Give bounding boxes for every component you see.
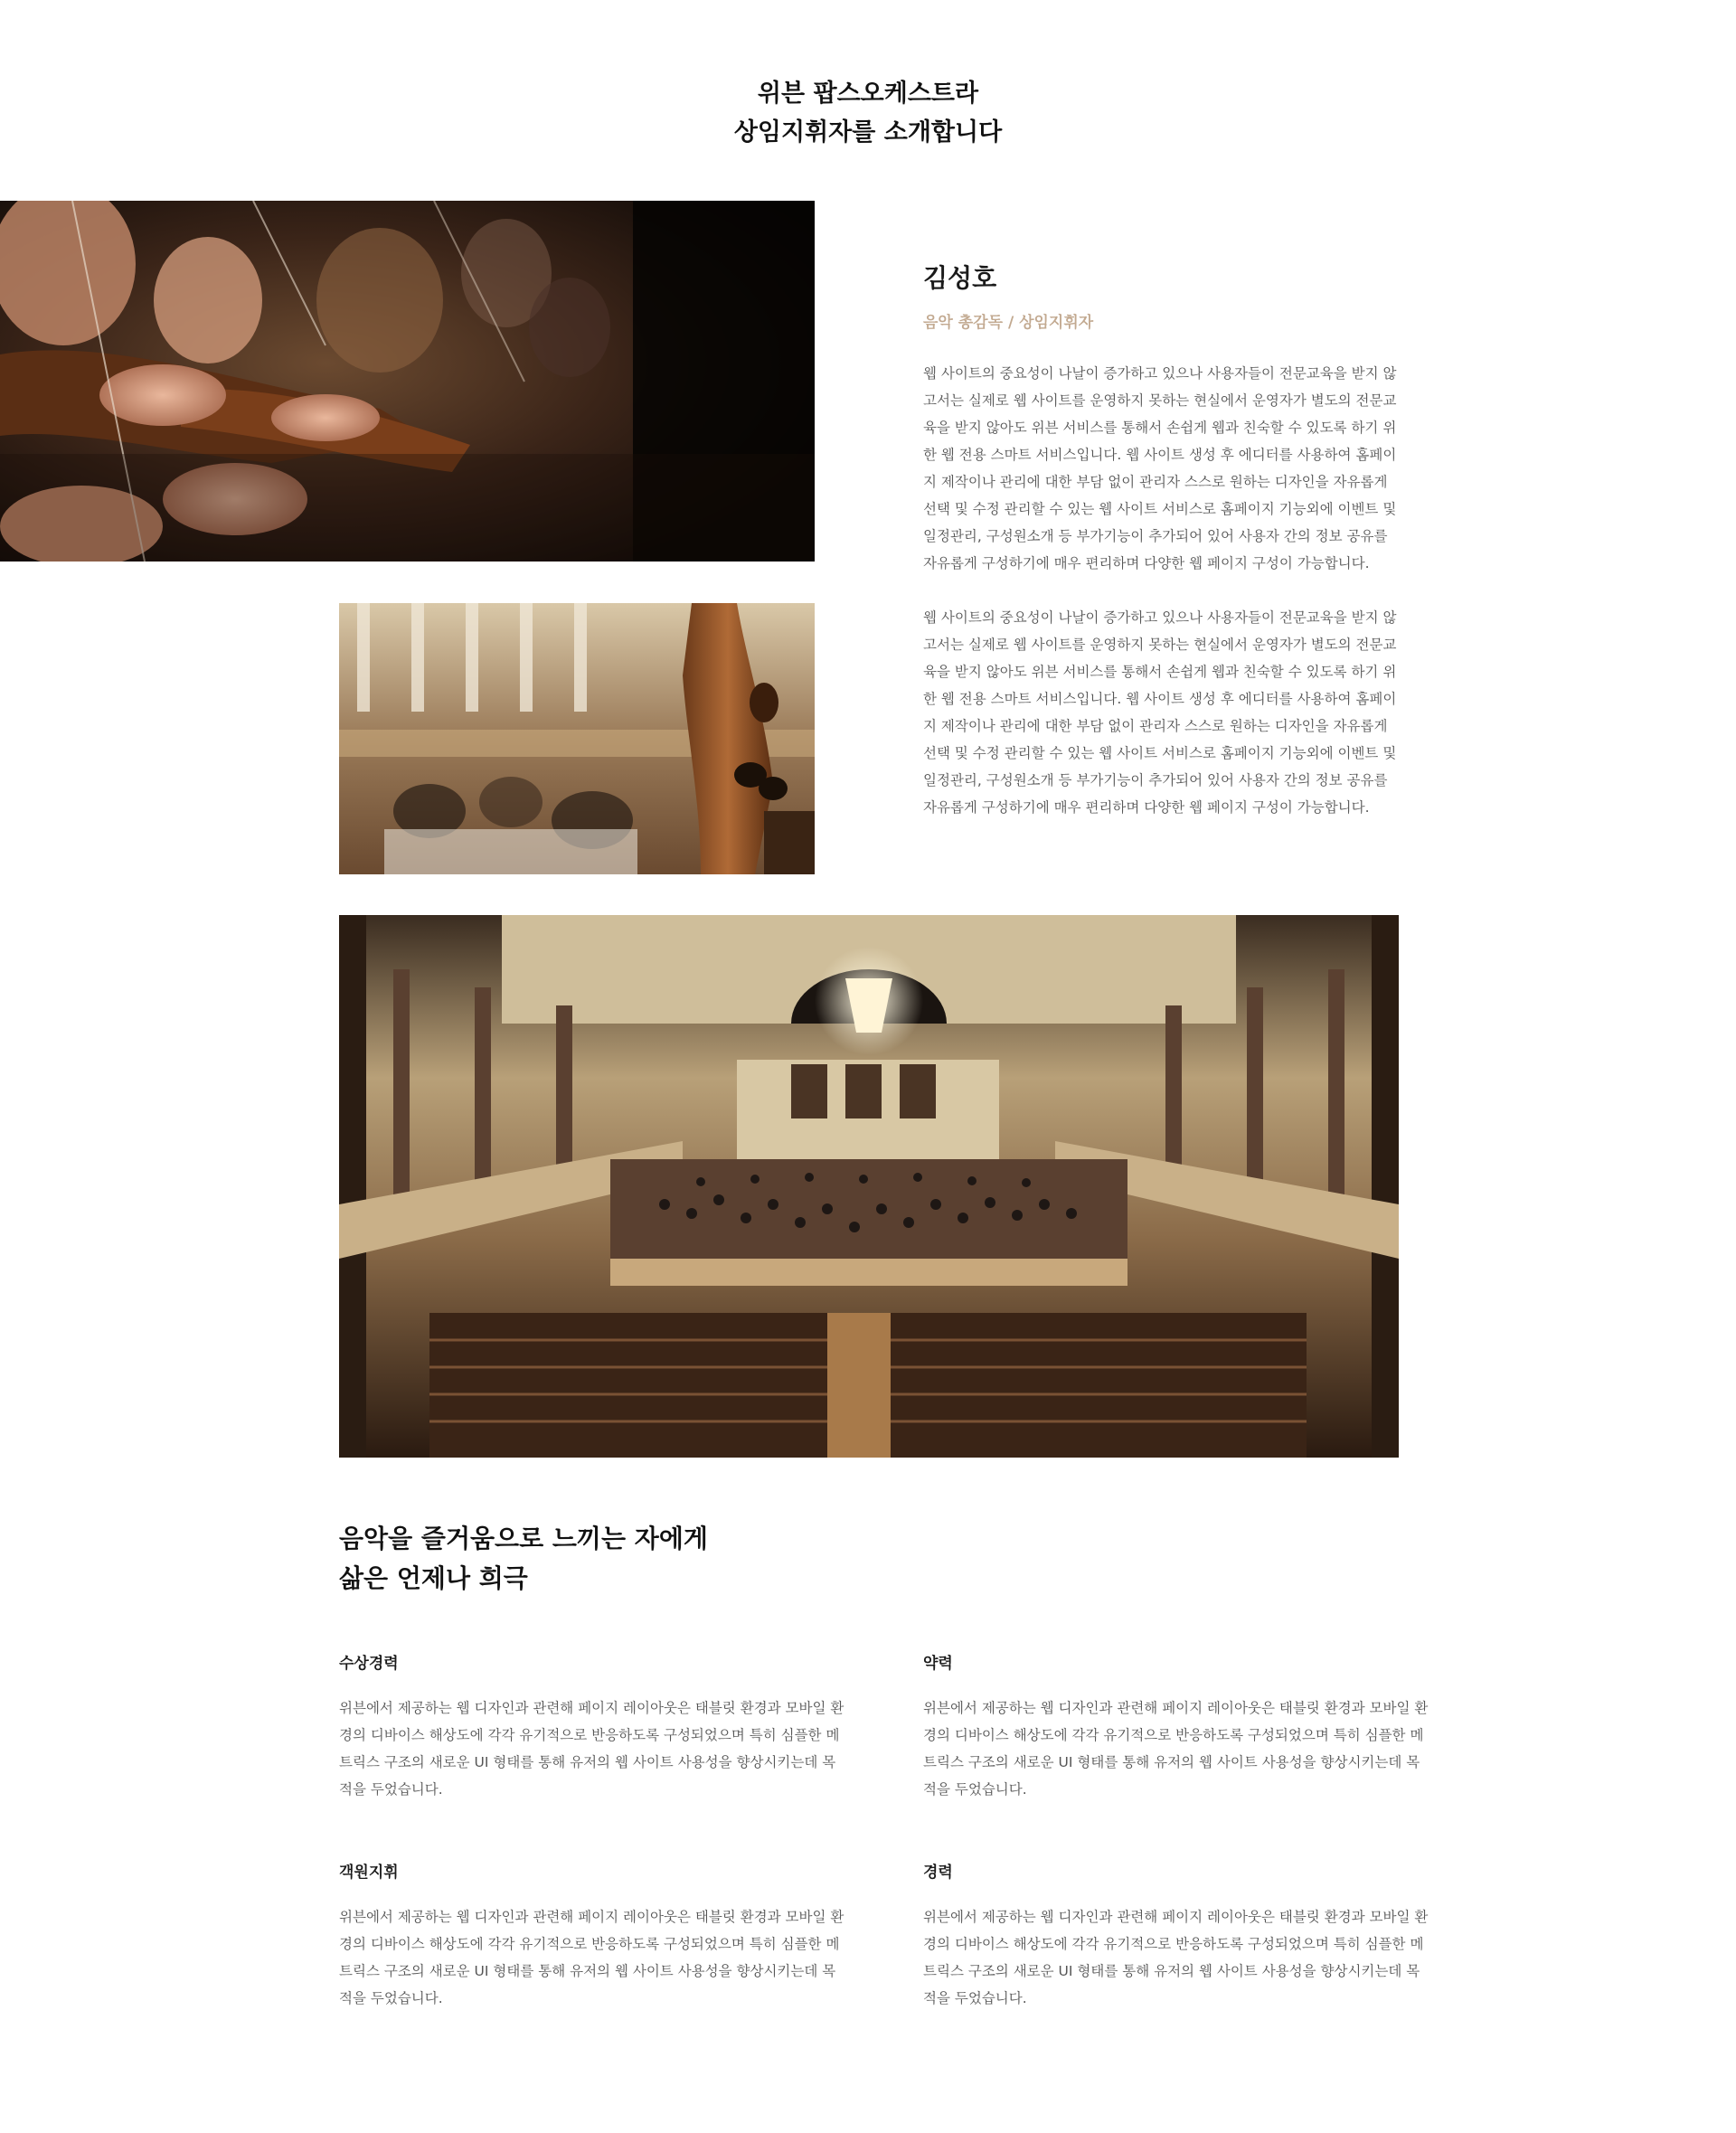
bio-paragraph: 웹 사이트의 중요성이 나날이 증가하고 있으나 사용자들이 전문교육을 받지 않고서는 실제로 웹 사이트를 운영하지 못하는 현실에서 운영자가 별도의 전문교육을 받지 않아도 위븐 서비스를 통해서 손쉽게 웹과 친숙할 수 있도록 하기 위한 웹 전용 스마트 서비스입니다. 웹 사이트 생성 후 에디터를 사용하여 홈페이지 제작이나 관리에 대한 부담 없이 관리자 스스로 원하는 디자인을 자유롭게 선택 및 수정 관리할 수 있는 웹 사이트 서비스로 홈페이지 기능외에 이벤트 및 일정관리, 구성원소개 등 부가기능이 추가되어 있어 사용자 간의 정보 공유를 자유롭게 구성하기에 매우 편리하며 다양한 웹 페이지 구성이 가능합니다. [923,609,1397,816]
info-block-awards [339,1653,845,1803]
info-block-text: 위븐에서 제공하는 웹 디자인과 관련해 페이지 레이아웃은 태블릿 환경과 모바일 환경의 디바이스 해상도에 각각 유기적으로 반응하도록 구성되었으며 특히 심플한 메트릭스 구조의 새로운 UI 형태를 통해 유저의 웹 사이트 사용성을 향상시키는데 목적을 두었습니다. [923,1700,1429,1798]
info-block-title: 약력 [923,1655,953,1673]
info-block-text: 위븐에서 제공하는 웹 디자인과 관련해 페이지 레이아웃은 태블릿 환경과 모바일 환경의 디바이스 해상도에 각각 유기적으로 반응하도록 구성되었으며 특히 심플한 메트릭스 구조의 새로운 UI 형태를 통해 유저의 웹 사이트 사용성을 향상시키는데 목적을 두었습니다. [339,1909,844,2006]
conductor-role: 음악 총감독 / 상임지휘자 [923,314,1094,332]
concert-hall-photo [339,915,1399,1458]
conductor-bio [923,262,1402,848]
violinists-photo [0,201,815,562]
page-title-line1: 위븐 팝스오케스트라 [757,80,979,108]
bio-paragraph: 웹 사이트의 중요성이 나날이 증가하고 있으나 사용자들이 전문교육을 받지 않고서는 실제로 웹 사이트를 운영하지 못하는 현실에서 운영자가 별도의 전문교육을 받지 않아도 위븐 서비스를 통해서 손쉽게 웹과 친숙할 수 있도록 하기 위한 웹 전용 스마트 서비스입니다. 웹 사이트 생성 후 에디터를 사용하여 홈페이지 제작이나 관리에 대한 부담 없이 관리자 스스로 원하는 디자인을 자유롭게 선택 및 수정 관리할 수 있는 웹 사이트 서비스로 홈페이지 기능외에 이벤트 및 일정관리, 구성원소개 등 부가기능이 추가되어 있어 사용자 간의 정보 공유를 자유롭게 구성하기에 매우 편리하며 다양한 웹 페이지 구성이 가능합니다. [923,365,1397,571]
double-bass-photo [339,603,815,874]
conductor-name: 김성호 [923,263,997,293]
headline-line2: 삶은 언제나 희극 [339,1563,528,1593]
info-block-title: 객원지휘 [339,1864,399,1882]
info-block-title: 경력 [923,1864,953,1882]
section-headline [339,1519,708,1599]
info-block-text: 위븐에서 제공하는 웹 디자인과 관련해 페이지 레이아웃은 태블릿 환경과 모바일 환경의 디바이스 해상도에 각각 유기적으로 반응하도록 구성되었으며 특히 심플한 메트릭스 구조의 새로운 UI 형태를 통해 유저의 웹 사이트 사용성을 향상시키는데 목적을 두었습니다. [923,1909,1429,2006]
page-title [0,74,1736,152]
info-block-guest-conducting [339,1862,845,2012]
info-block-text: 위븐에서 제공하는 웹 디자인과 관련해 페이지 레이아웃은 태블릿 환경과 모바일 환경의 디바이스 해상도에 각각 유기적으로 반응하도록 구성되었으며 특히 심플한 메트릭스 구조의 새로운 UI 형태를 통해 유저의 웹 사이트 사용성을 향상시키는데 목적을 두었습니다. [339,1700,844,1798]
info-block-title: 수상경력 [339,1655,399,1673]
info-block-career [923,1862,1429,2012]
headline-line1: 음악을 즐거움으로 느끼는 자에게 [339,1524,708,1553]
page-title-line2: 상임지휘자를 소개합니다 [733,118,1003,146]
info-block-profile [923,1653,1429,1803]
